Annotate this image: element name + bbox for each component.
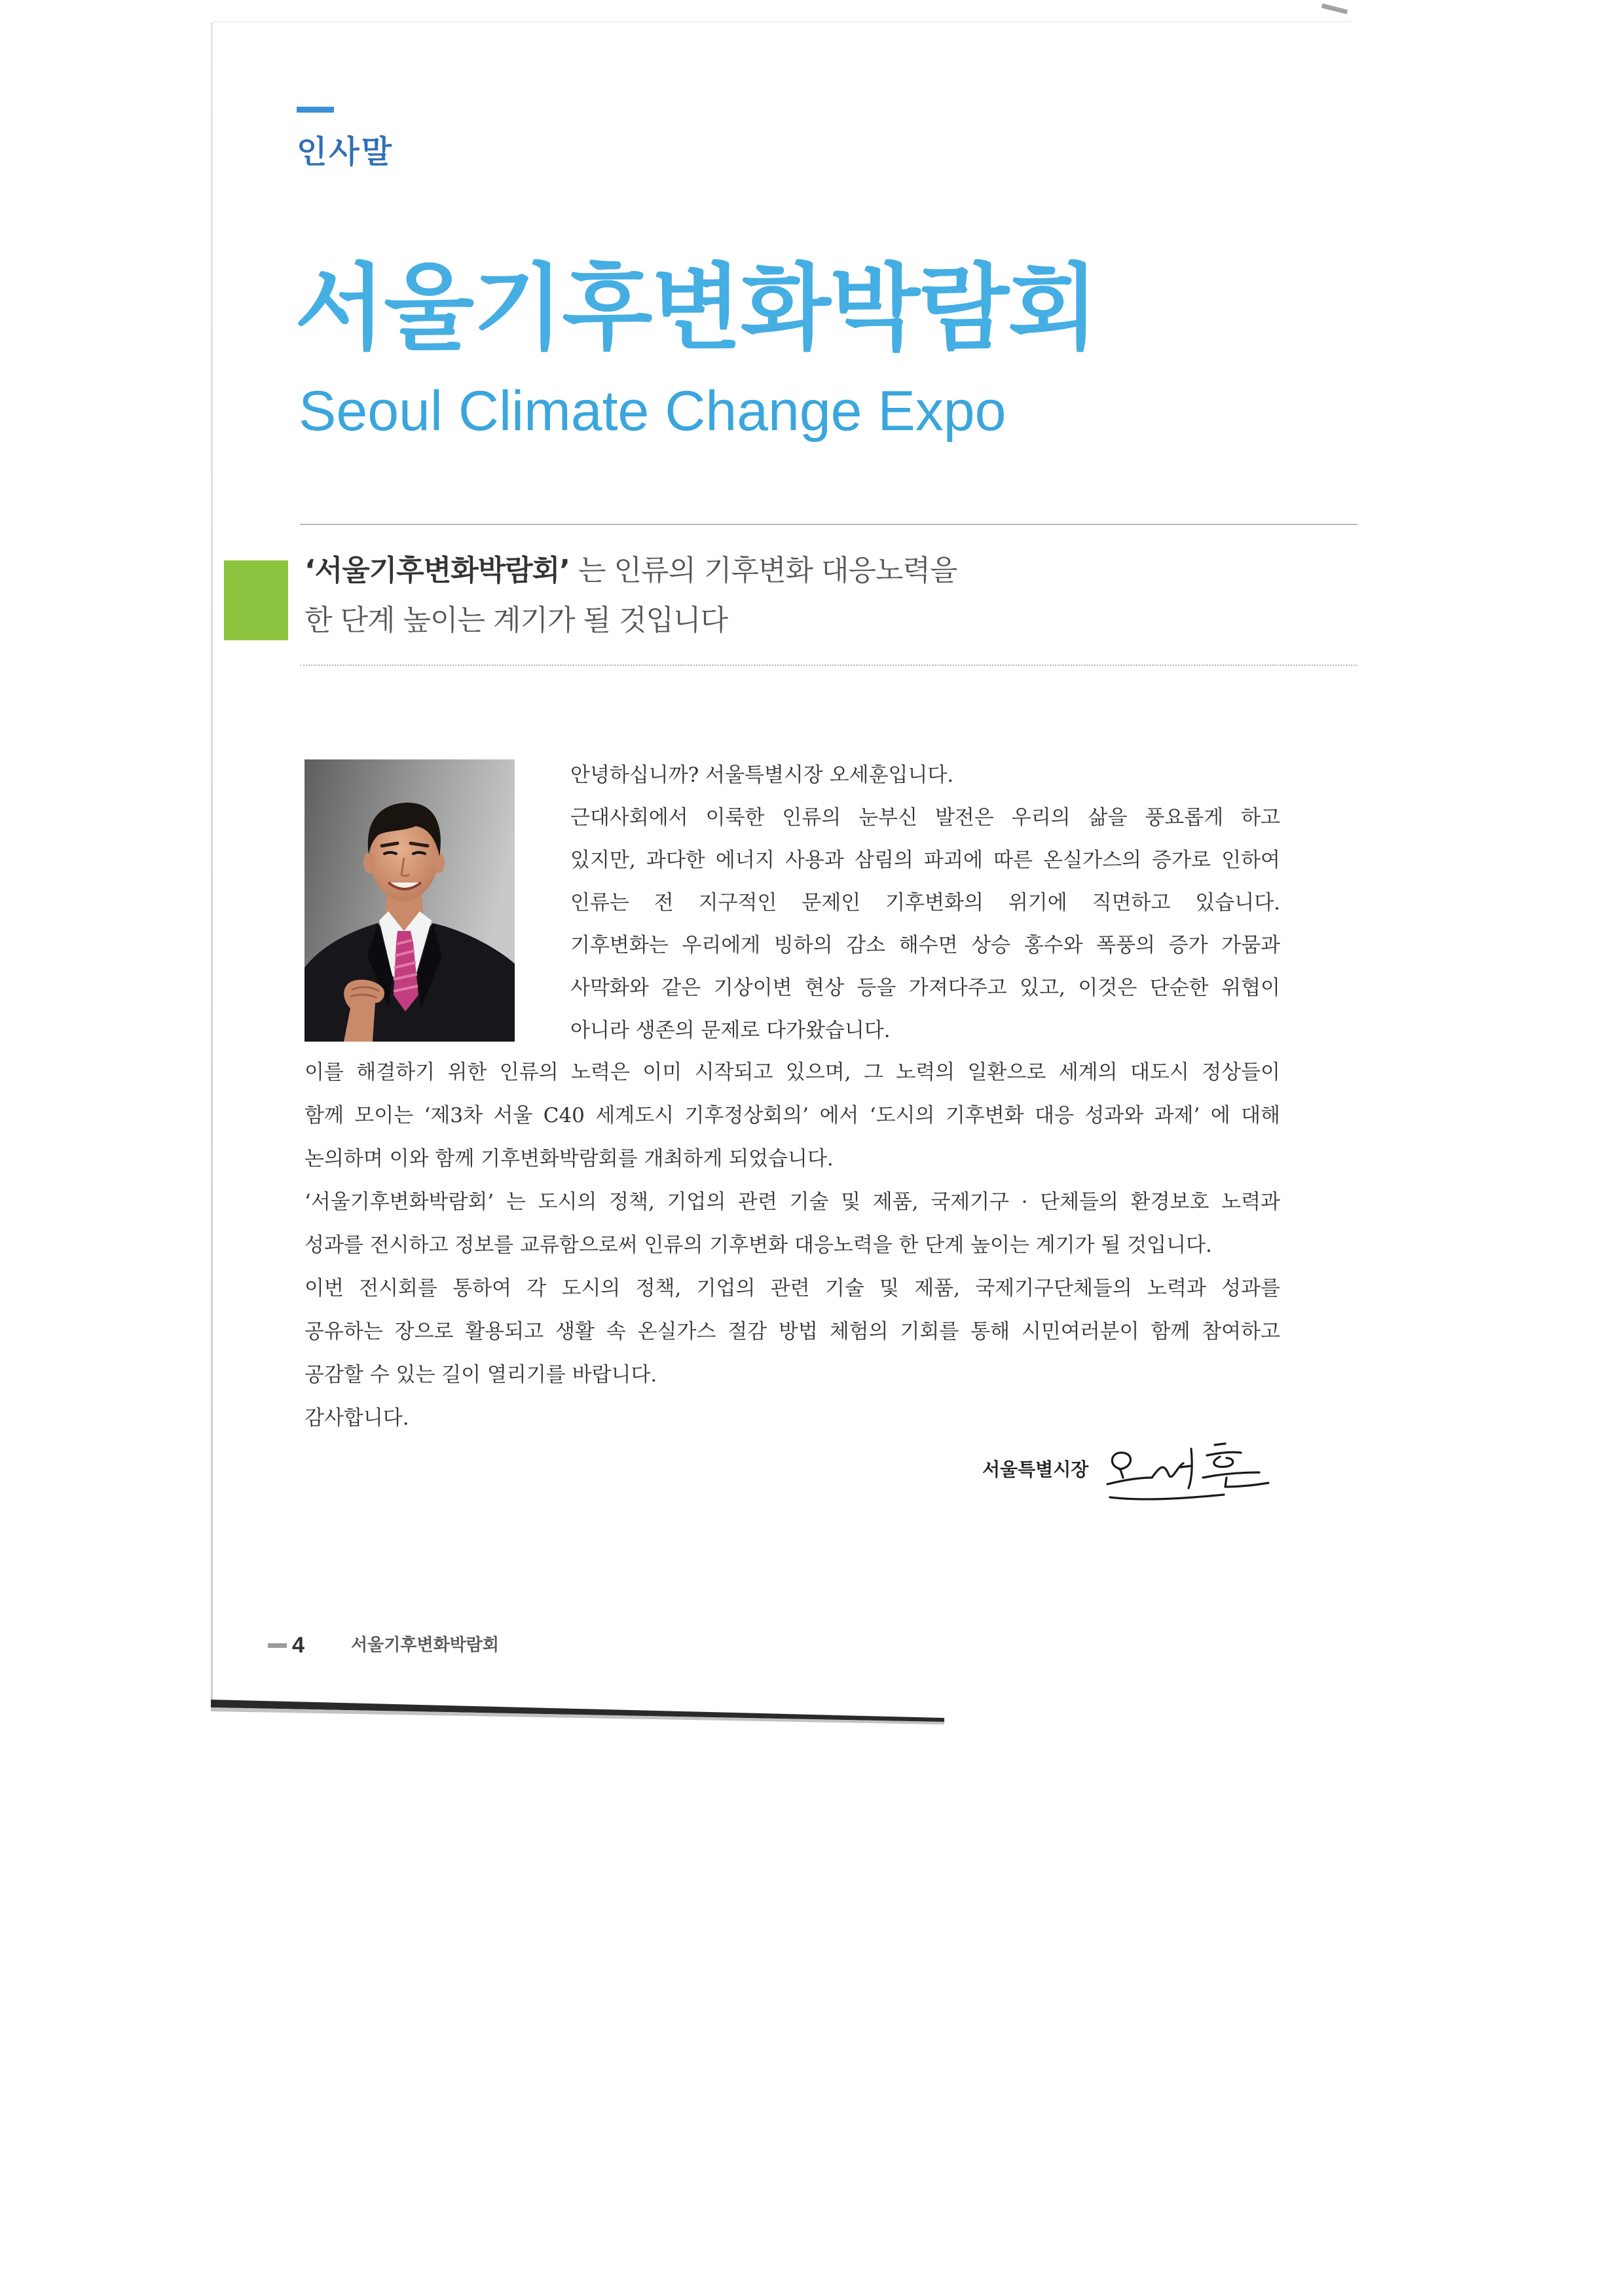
body-line: 기후변화는 우리에게 빙하의 감소 해수면 상승 홍수와 폭풍의 증가 가뭄과 <box>570 934 1280 957</box>
body-line: 공유하는 장으로 활용되고 생활 속 온실가스 절감 방법 체험의 기회를 통해 시민여러분이 함께 참여하고 <box>304 1320 1280 1343</box>
mayor-portrait <box>304 759 515 1042</box>
signoff-title: 서울특별시장 <box>982 1459 1089 1480</box>
headline-line-1-rest: 는 인류의 기후변화 대응노력을 <box>569 554 957 587</box>
body-line: 근대사회에서 이룩한 인류의 눈부신 발전은 우리의 삶을 풍요롭게 하고 <box>570 806 1280 829</box>
headline-bold: ‘서울기후변화박람회’ <box>304 554 570 587</box>
page-bottom-shadow <box>211 1698 948 1726</box>
body-text-beside-photo <box>570 754 1280 1052</box>
body-line: 논의하며 이와 함께 기후변화박람회를 개최하게 되었습니다. <box>304 1147 834 1171</box>
body-line: ‘서울기후변화박람회’ 는 도시의 정책, 기업의 관련 기술 및 제품, 국제기구 · 단체들의 환경보호 노력과 <box>304 1190 1280 1214</box>
page-title-korean: 서울기후변화박람회 <box>295 253 1098 363</box>
footer-publication-title: 서울기후변화박람회 <box>351 1635 500 1655</box>
footer-dash <box>268 1643 287 1648</box>
body-line: 함께 모이는 ‘제3차 서울 C40 세계도시 기후정상회의’ 에서 ‘도시의 기후변화 대응 성과와 과제’ 에 대해 <box>304 1104 1280 1127</box>
headline-accent-block <box>224 560 288 640</box>
headline-bottom-rule <box>300 665 1357 666</box>
body-line: 이를 해결하기 위한 인류의 노력은 이미 시작되고 있으며, 그 노력의 일환으로 세계의 대도시 정상들이 <box>304 1061 1280 1084</box>
body-line: 공감할 수 있는 길이 열리기를 바랍니다. <box>304 1363 657 1387</box>
page-title-english: Seoul Climate Change Expo <box>299 380 1006 443</box>
scan-corner-mark <box>1321 3 1348 14</box>
body-line: 인류는 전 지구적인 문제인 기후변화의 위기에 직면하고 있습니다. <box>570 891 1280 915</box>
body-line: 안녕하십니까? 서울특별시장 오세훈입니다. <box>570 763 954 787</box>
body-text-full-width <box>304 1051 1280 1440</box>
body-line: 이번 전시회를 통하여 각 도시의 정책, 기업의 관련 기술 및 제품, 국제기구단체들의 노력과 성과를 <box>304 1277 1280 1300</box>
headline <box>304 546 1352 646</box>
headline-top-rule <box>300 524 1357 525</box>
body-line: 감사합니다. <box>304 1406 409 1430</box>
section-label: 인사말 <box>297 134 394 170</box>
body-line: 아니라 생존의 문제로 다가왔습니다. <box>570 1019 891 1042</box>
headline-line-1 <box>304 546 1352 596</box>
body-line: 성과를 전시하고 정보를 교류함으로써 인류의 기후변화 대응노력을 한 단계 높이는 계기가 될 것입니다. <box>304 1233 1212 1257</box>
page-number: 4 <box>292 1633 304 1658</box>
body-line: 사막화와 같은 기상이변 현상 등을 가져다주고 있고, 이것은 단순한 위협이 <box>570 976 1280 1000</box>
section-label-dash <box>297 107 334 113</box>
body-line: 있지만, 과다한 에너지 사용과 삼림의 파괴에 따른 온실가스의 증가로 인하여 <box>570 848 1280 872</box>
headline-line-2: 한 단계 높이는 계기가 될 것입니다 <box>304 604 728 637</box>
handwritten-signature <box>1103 1437 1277 1512</box>
page-top-edge <box>213 21 1352 22</box>
page-left-edge <box>211 22 213 1702</box>
